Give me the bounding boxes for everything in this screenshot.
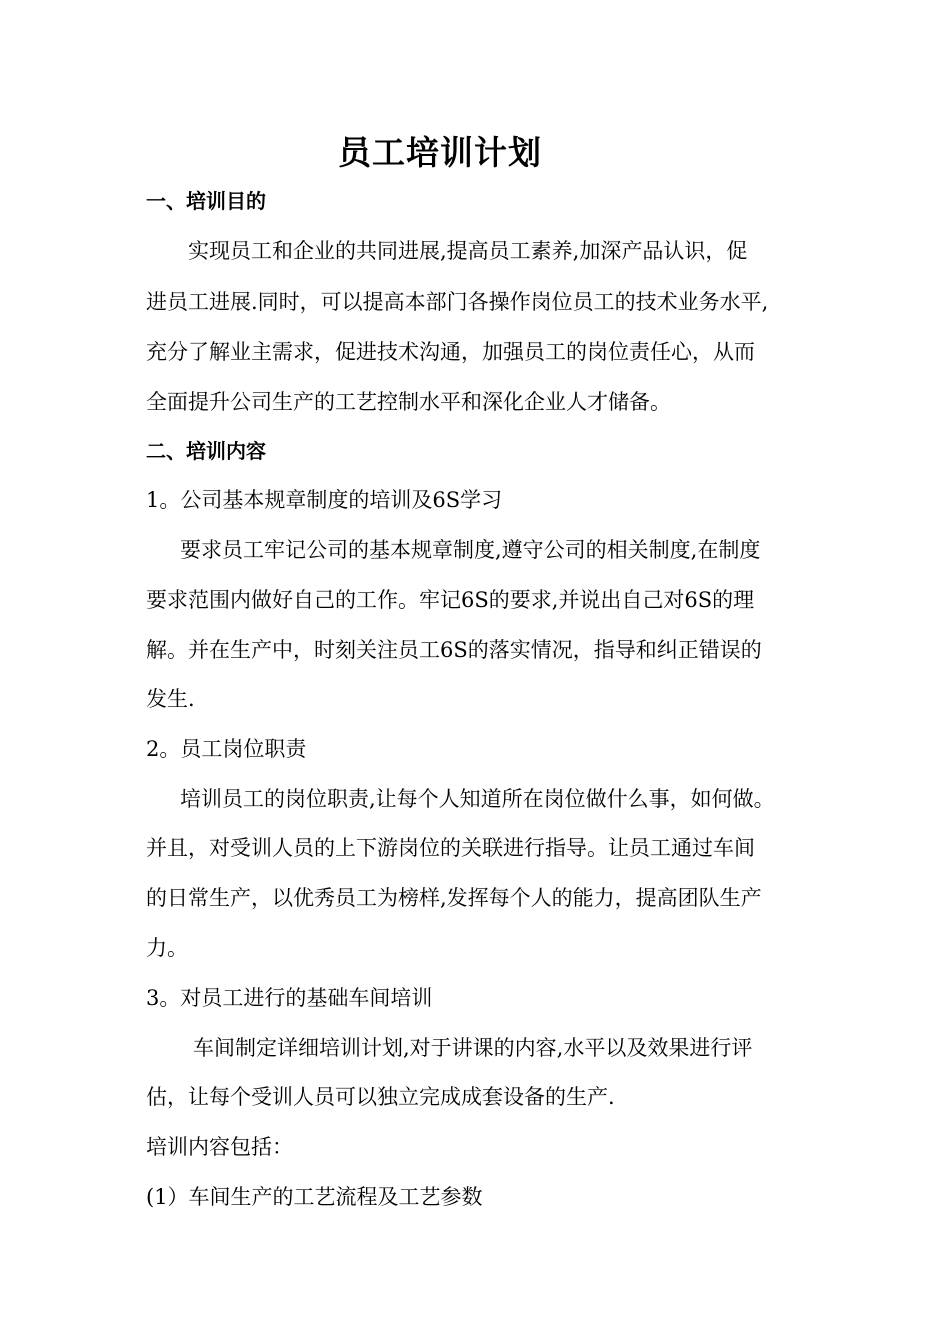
paragraph-line: 并且，对受训人员的上下游岗位的关联进行指导。让员工通过车间 [146,836,755,860]
section-heading-content: 二、培训内容 [146,439,266,463]
item-title: 3。对员工进行的基础车间培训 [146,986,433,1010]
content-list-item: (1）车间生产的工艺流程及工艺参数 [146,1185,483,1209]
paragraph-line: 培训员工的岗位职责,让每个人知道所在岗位做什么事，如何做。 [180,787,775,811]
paragraph-line: 车间制定详细培训计划,对于讲课的内容,水平以及效果进行评 [193,1036,753,1060]
paragraph-line: 实现员工和企业的共同进展,提高员工素养,加深产品认识，促 [188,239,748,263]
paragraph-line: 估，让每个受训人员可以独立完成成套设备的生产. [146,1085,615,1109]
paragraph-line: 充分了解业主需求，促进技术沟通，加强员工的岗位责任心，从而 [146,340,755,364]
section-heading-purpose: 一、培训目的 [146,189,266,213]
paragraph-line: 全面提升公司生产的工艺控制水平和深化企业人才储备。 [146,390,671,414]
paragraph-line: 要求员工牢记公司的基本规章制度,遵守公司的相关制度,在制度 [180,538,761,562]
paragraph-line: 进员工进展.同时，可以提高本部门各操作岗位员工的技术业务水平, [146,290,769,314]
paragraph-line: 力。 [146,936,188,960]
paragraph-line: 的日常生产，以优秀员工为榜样,发挥每个人的能力，提高团队生产 [146,886,762,910]
item-title: 2。员工岗位职责 [146,737,307,761]
paragraph-line: 要求范围内做好自己的工作。牢记6S的要求,并说出自己对6S的理 [146,588,755,612]
document-title: 员工培训计划 [338,133,542,172]
item-title: 1。公司基本规章制度的培训及6S学习 [146,488,503,512]
paragraph-line: 发生. [146,687,195,711]
paragraph-line: 解。并在生产中，时刻关注员工6S的落实情况，指导和纠正错误的 [146,638,762,662]
content-intro: 培训内容包括： [146,1135,293,1159]
